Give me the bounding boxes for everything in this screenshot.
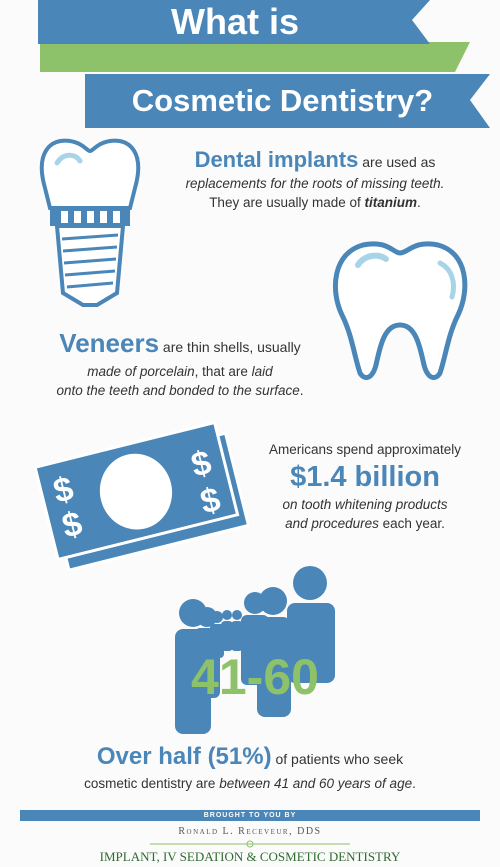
age-text-2: cosmetic dentistry are (84, 776, 220, 791)
age-text-2-end: . (412, 776, 416, 791)
veneers-section (15, 328, 345, 400)
footer-brought: BROUGHT TO YOU BY (203, 812, 297, 819)
implants-heading: Dental implants (194, 147, 359, 172)
title-line-2: Cosmetic Dentistry? (131, 83, 434, 118)
implants-text-3-em: titanium (364, 195, 418, 210)
svg-text:$: $ (187, 443, 216, 485)
footer-divider (150, 840, 350, 848)
age-text-2-em: between 41 and 60 years of age (219, 776, 413, 791)
svg-text:$: $ (196, 480, 225, 522)
age-text-1: of patients who seek (271, 751, 404, 767)
footer-practice: IMPLANT, IV SEDATION & COSMETIC DENTISTRY (99, 849, 401, 864)
age-range: 41-60 (191, 649, 319, 705)
title-line-1: What is (170, 1, 299, 42)
veneers-heading: Veneers (59, 328, 160, 358)
whitening-line-3-em: and procedures (285, 516, 379, 531)
implants-text-2: replacements for the roots of missing teeth. (185, 176, 445, 191)
whitening-section (250, 440, 480, 533)
veneers-text-3: onto the teeth and bonded to the surface (56, 383, 300, 398)
whitening-line-2: on tooth whitening products (282, 497, 448, 512)
dental-implant-icon (35, 133, 145, 308)
implants-text-3: They are usually made of (209, 195, 365, 210)
implants-text-1: are used as (358, 154, 436, 170)
veneers-text-2-em: laid (251, 364, 273, 379)
implants-text-3-end: . (417, 195, 421, 210)
whitening-amount: $1.4 billion (290, 461, 440, 493)
implants-section (150, 148, 480, 212)
svg-text:$: $ (49, 469, 78, 511)
whitening-line-3: each year. (378, 516, 445, 531)
footer-name: Ronald L. Receveur, DDS (178, 826, 322, 837)
whitening-line-1: Americans spend approximately (268, 442, 462, 457)
footer-bar (20, 810, 480, 821)
money-icon (35, 420, 250, 570)
veneers-text-2-end: , that are (194, 364, 252, 379)
tooth-icon (328, 235, 473, 385)
age-heading: Over half (51%) (96, 743, 272, 770)
veneers-text-1: are thin shells, usually (159, 339, 301, 355)
veneers-text-2: made of porcelain (87, 364, 195, 379)
age-section (20, 742, 480, 793)
svg-text:$: $ (58, 504, 86, 546)
veneers-text-3-end: . (299, 383, 304, 398)
